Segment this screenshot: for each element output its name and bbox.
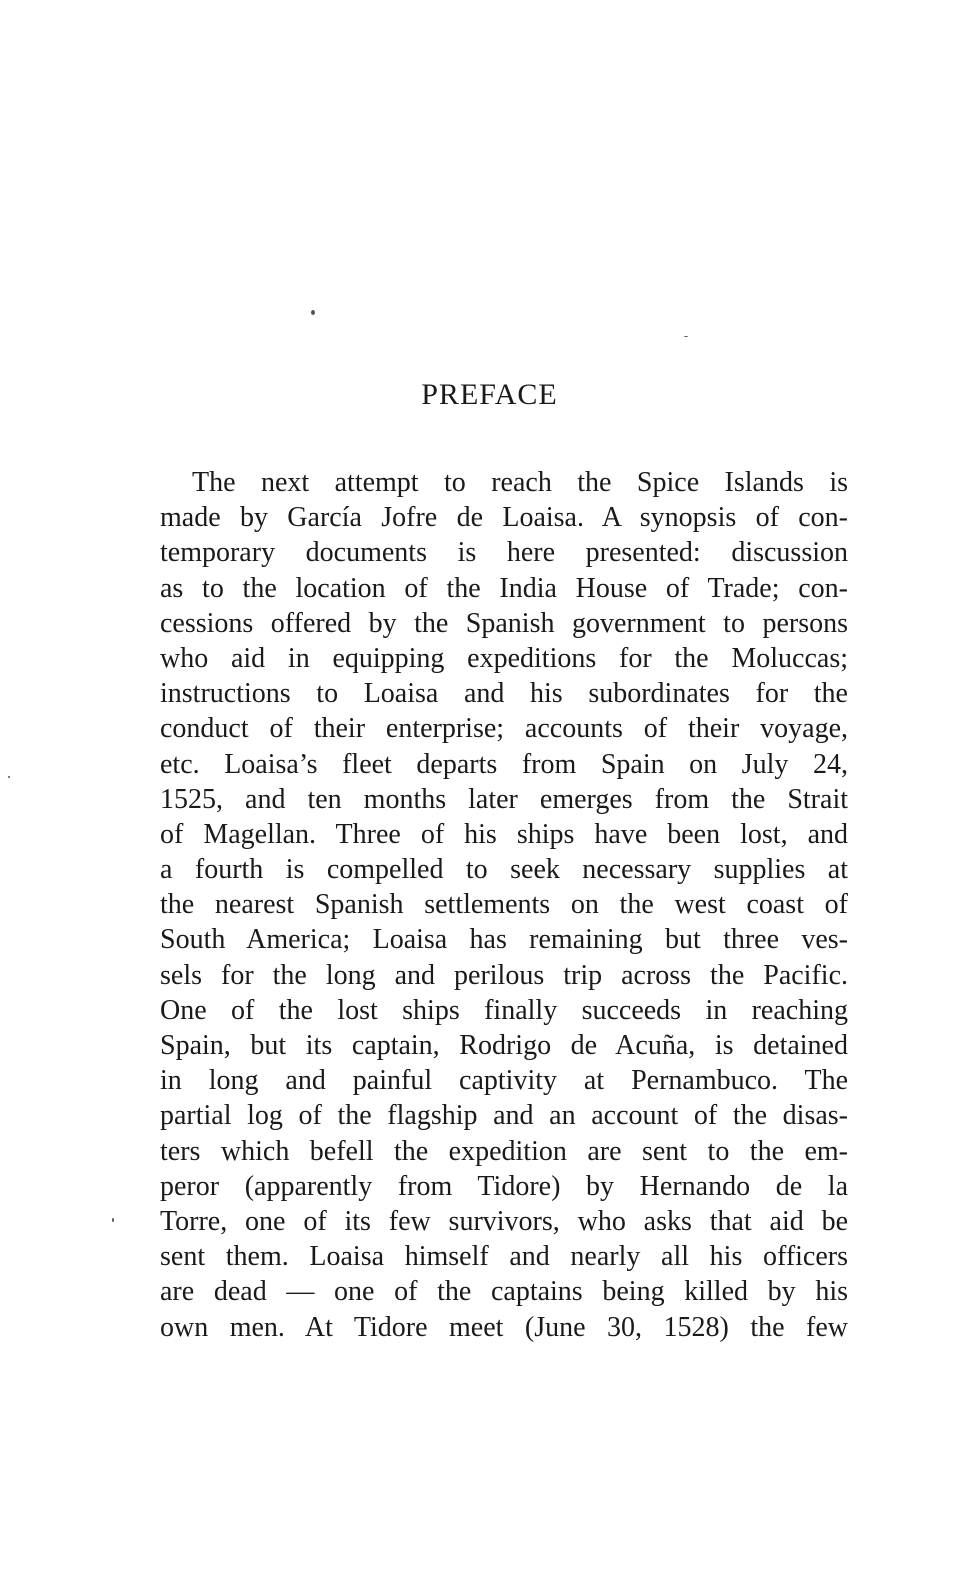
text-line: made by García Jofre de Loaisa. A synopsis of con- bbox=[160, 502, 848, 534]
ink-speck bbox=[684, 336, 688, 337]
text-line: 1525, and ten months later emerges from the Strait bbox=[160, 783, 848, 815]
text-line: conduct of their enterprise; accounts of their voyage, bbox=[160, 713, 848, 745]
text-line: instructions to Loaisa and his subordinates for the bbox=[160, 678, 848, 710]
text-line: sent them. Loaisa himself and nearly all his officers bbox=[160, 1241, 848, 1273]
text-line: the nearest Spanish settlements on the west coast of bbox=[160, 889, 848, 921]
text-line: etc. Loaisa’s fleet departs from Spain on July 24, bbox=[160, 748, 848, 780]
text-line: temporary documents is here presented: discussion bbox=[160, 537, 848, 569]
text-line: a fourth is compelled to seek necessary supplies at bbox=[160, 854, 848, 886]
text-line: in long and painful captivity at Pernambuco. The bbox=[160, 1065, 848, 1097]
text-line: South America; Loaisa has remaining but three ves- bbox=[160, 924, 848, 956]
text-line: ters which befell the expedition are sent to the em- bbox=[160, 1135, 848, 1167]
text-line: who aid in equipping expeditions for the Moluccas; bbox=[160, 642, 848, 674]
text-line: Spain, but its captain, Rodrigo de Acuña, is detained bbox=[160, 1030, 848, 1061]
ink-speck bbox=[311, 310, 315, 315]
text-line: own men. At Tidore meet (June 30, 1528) the few bbox=[160, 1311, 848, 1343]
page-heading: PREFACE bbox=[421, 378, 558, 411]
ink-speck bbox=[112, 1218, 114, 1222]
text-line: partial log of the flagship and an account of the disas- bbox=[160, 1100, 848, 1132]
text-line: as to the location of the India House of Trade; con- bbox=[160, 572, 848, 604]
text-line: sels for the long and perilous trip across the Pacific. bbox=[160, 959, 848, 991]
text-line: peror (apparently from Tidore) by Hernando de la bbox=[160, 1170, 848, 1202]
text-line: One of the lost ships finally succeeds in reaching bbox=[160, 994, 848, 1026]
text-line: The next attempt to reach the Spice Islands is bbox=[192, 467, 848, 498]
text-line: are dead — one of the captains being killed by his bbox=[160, 1276, 848, 1308]
preface-body bbox=[160, 465, 848, 1345]
ink-speck bbox=[8, 776, 10, 778]
text-line: Torre, one of its few survivors, who asks that aid be bbox=[160, 1205, 848, 1237]
text-line: of Magellan. Three of his ships have been lost, and bbox=[160, 818, 848, 850]
text-line: cessions offered by the Spanish government to persons bbox=[160, 607, 848, 639]
